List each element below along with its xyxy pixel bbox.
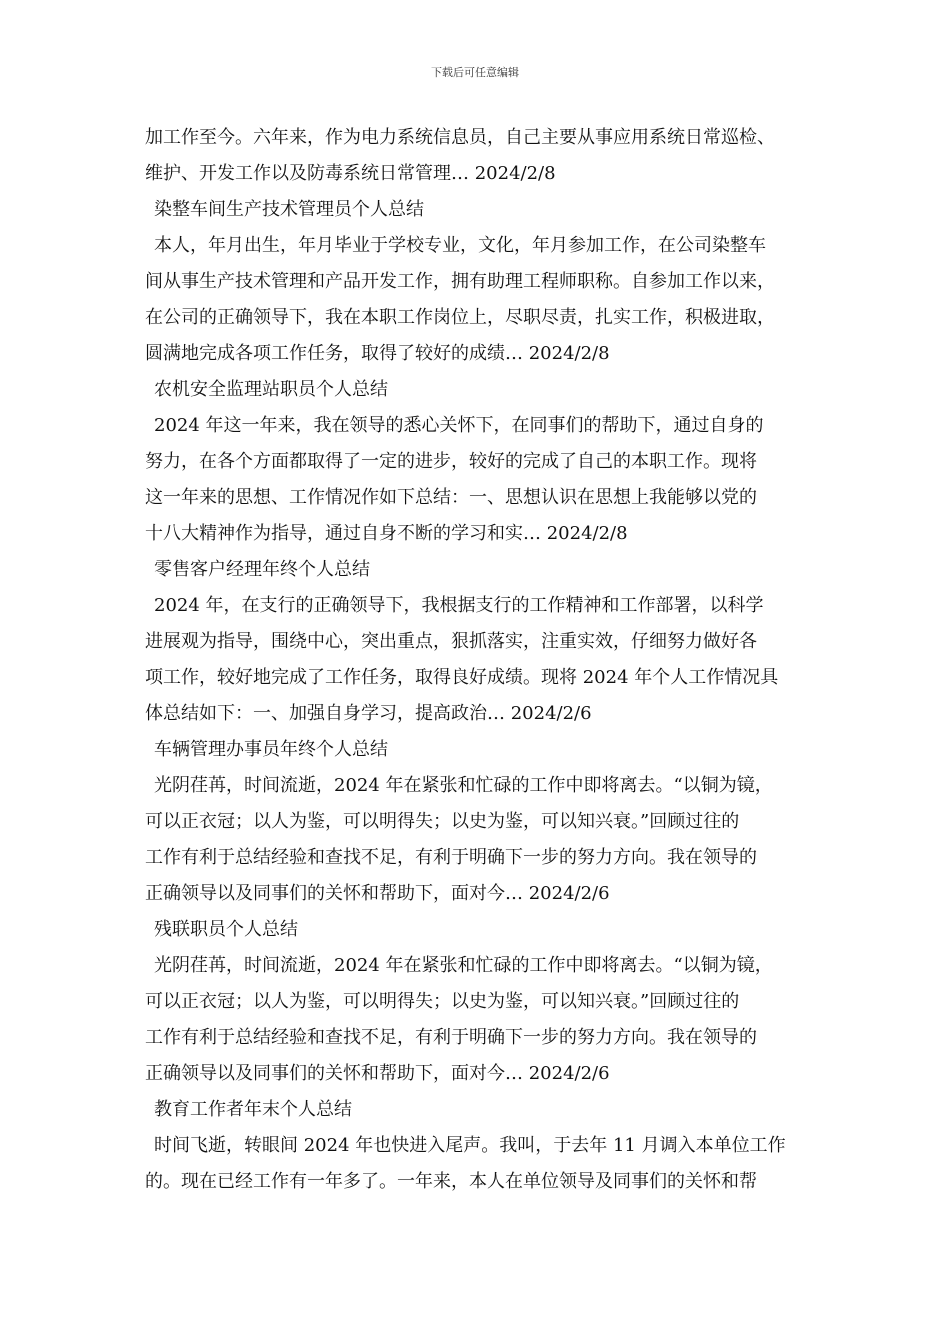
body-line: 十八大精神作为指导，通过自身不断的学习和实… 2024/2/8 — [145, 523, 628, 544]
body-line: 正确领导以及同事们的关怀和帮助下，面对今… 2024/2/6 — [145, 1063, 610, 1084]
body-line: 可以正衣冠；以人为鉴，可以明得失；以史为鉴，可以知兴衰。”回顾过往的 — [145, 991, 740, 1012]
section-title: 教育工作者年末个人总结 — [154, 1099, 352, 1120]
body-line: 光阴荏苒，时间流逝，2024 年在紧张和忙碌的工作中即将离去。“以铜为镜， — [154, 955, 773, 976]
body-line: 2024 年，在支行的正确领导下，我根据支行的工作精神和工作部署，以科学 — [154, 595, 764, 616]
body-line: 工作有利于总结经验和查找不足，有利于明确下一步的努力方向。我在领导的 — [145, 847, 757, 868]
body-line: 2024 年这一年来，我在领导的悉心关怀下，在同事们的帮助下，通过自身的 — [154, 415, 764, 436]
body-line: 可以正衣冠；以人为鉴，可以明得失；以史为鉴，可以知兴衰。”回顾过往的 — [145, 811, 740, 832]
body-line: 进展观为指导，围绕中心，突出重点，狠抓落实，注重实效，仔细努力做好各 — [145, 631, 757, 652]
body-line: 努力，在各个方面都取得了一定的进步，较好的完成了自己的本职工作。现将 — [145, 451, 757, 472]
section-title: 农机安全监理站职员个人总结 — [154, 379, 388, 400]
document-body — [145, 120, 835, 1200]
body-line: 加工作至今。六年来，作为电力系统信息员，自己主要从事应用系统日常巡检、 — [145, 127, 775, 148]
body-line: 工作有利于总结经验和查找不足，有利于明确下一步的努力方向。我在领导的 — [145, 1027, 757, 1048]
section-title: 残联职员个人总结 — [154, 919, 298, 940]
body-line: 时间飞逝，转眼间 2024 年也快进入尾声。我叫，于去年 11 月调入本单位工作 — [154, 1135, 786, 1156]
body-line: 正确领导以及同事们的关怀和帮助下，面对今… 2024/2/6 — [145, 883, 610, 904]
section-title: 零售客户经理年终个人总结 — [154, 559, 370, 580]
body-line: 本人，年月出生，年月毕业于学校专业，文化，年月参加工作，在公司染整车 — [154, 235, 766, 256]
body-line: 圆满地完成各项工作任务，取得了较好的成绩… 2024/2/8 — [145, 343, 610, 364]
body-line: 间从事生产技术管理和产品开发工作，拥有助理工程师职称。自参加工作以来， — [145, 271, 775, 292]
page-header: 下载后可任意编辑 — [431, 66, 519, 79]
body-line: 光阴荏苒，时间流逝，2024 年在紧张和忙碌的工作中即将离去。“以铜为镜， — [154, 775, 773, 796]
section-title: 染整车间生产技术管理员个人总结 — [154, 199, 424, 220]
body-line: 在公司的正确领导下，我在本职工作岗位上，尽职尽责，扎实工作，积极进取， — [145, 307, 775, 328]
body-line: 这一年来的思想、工作情况作如下总结：一、思想认识在思想上我能够以党的 — [145, 487, 757, 508]
body-line: 项工作，较好地完成了工作任务，取得良好成绩。现将 2024 年个人工作情况具 — [145, 667, 779, 688]
body-line: 维护、开发工作以及防毒系统日常管理… 2024/2/8 — [145, 163, 556, 184]
body-line: 体总结如下：一、加强自身学习，提高政治… 2024/2/6 — [145, 703, 592, 724]
body-line: 的。现在已经工作有一年多了。一年来，本人在单位领导及同事们的关怀和帮 — [145, 1171, 757, 1192]
section-title: 车辆管理办事员年终个人总结 — [154, 739, 388, 760]
